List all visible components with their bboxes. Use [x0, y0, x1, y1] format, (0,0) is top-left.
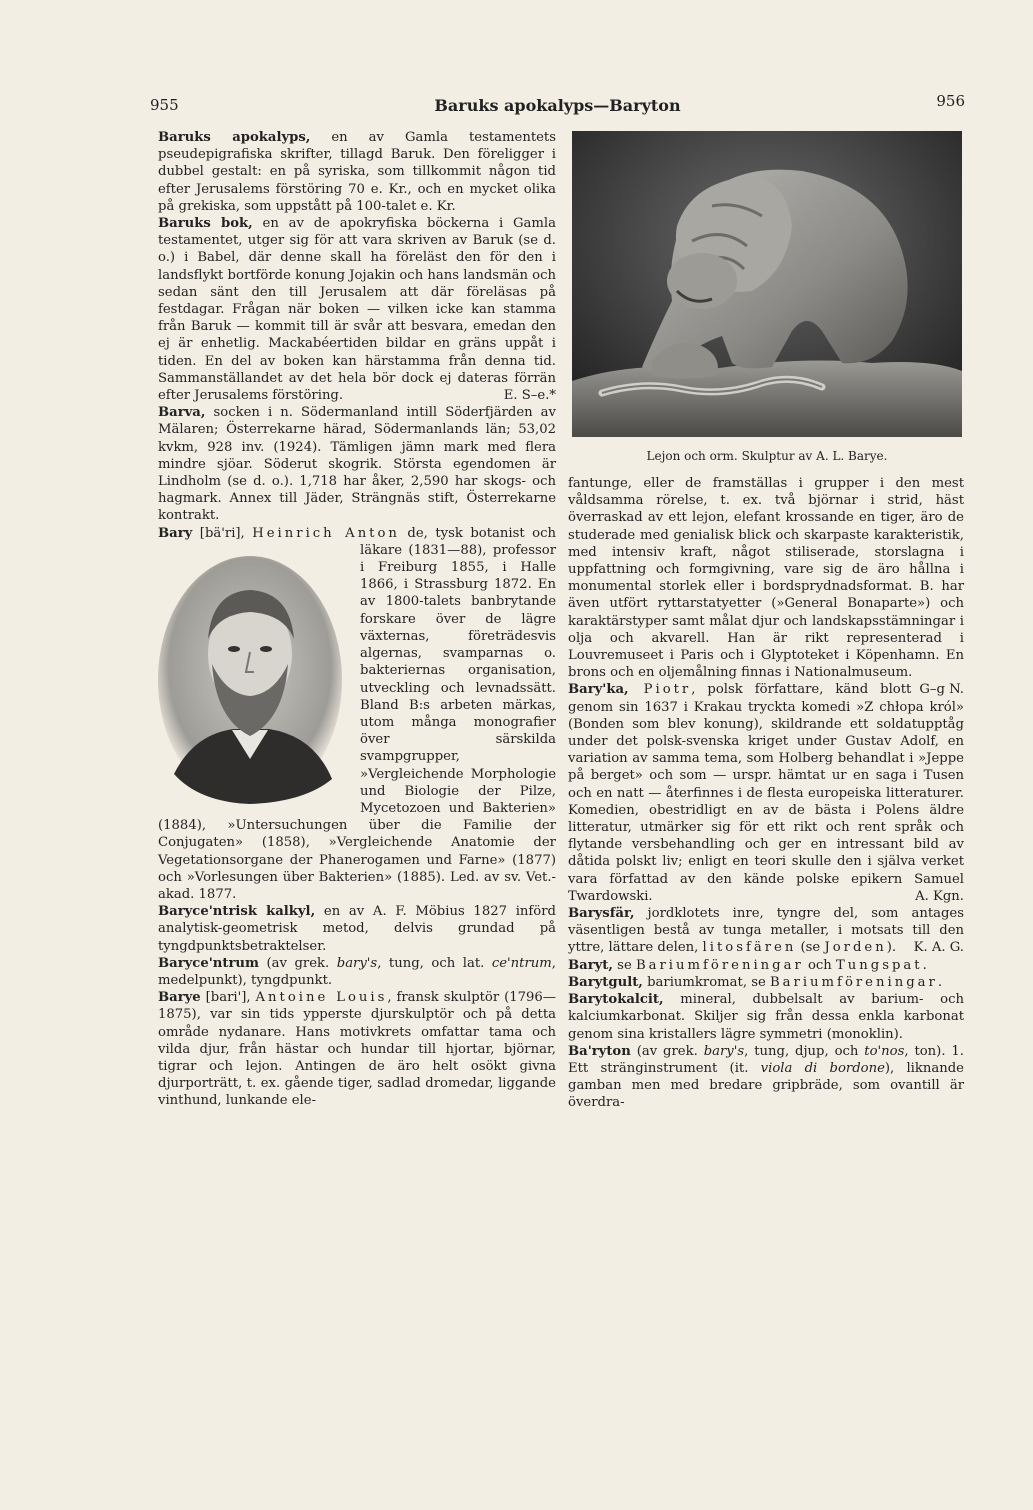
- entry-barysfar: [568, 905, 964, 957]
- headword: Baruks apokalyps,: [158, 130, 311, 145]
- entry-text: , ton). 1. Ett stränginstrument (it.: [568, 1043, 964, 1076]
- entry-text: bariumkromat, se: [642, 974, 770, 990]
- lion-sculpture-image: [572, 131, 962, 437]
- author-signature: K. A. G.: [913, 940, 964, 956]
- greek-term: bary's: [336, 955, 378, 971]
- headword: Baryce'ntrum: [158, 955, 259, 971]
- cross-reference: Tungspat: [835, 957, 923, 973]
- headword: Baruks bok,: [158, 216, 253, 232]
- lion-sculpture-photo: [572, 131, 962, 437]
- entry-text: ), liknande gamban men med bredare gripbräde, som ovantill är överdra-: [568, 1060, 964, 1111]
- entry-baryton: [568, 1043, 964, 1112]
- entry-baryka: [568, 681, 964, 905]
- headword: Barytgult,: [568, 974, 643, 990]
- right-page-number: 956: [936, 92, 965, 110]
- italian-term: viola di bordone: [760, 1060, 885, 1076]
- entry-text: ).: [886, 940, 897, 956]
- entry-text: , medelpunkt), tyngdpunkt.: [158, 955, 556, 988]
- person-name: Antoine Louis: [255, 990, 388, 1006]
- cross-reference: Jorden: [824, 940, 887, 956]
- entry-text: (se: [796, 940, 825, 956]
- entry-baruks-apokalyps: [158, 129, 556, 215]
- entry-barycentrisk-kalkyl: [158, 903, 556, 955]
- author-signature: E. S–e.*: [503, 388, 556, 404]
- entry-text: , fransk skulptör (1796—1875), var sin tids ypperste djurskulptör och på detta område nydanare. Hans motivkrets omfattar tama och vilda djur, från hästar och hundar till hjortar, björnar, tigrar och lejon. Antingen de äro helt osökt givna djurporträtt, t. ex. gående tiger, sadlad dromedar, liggande vinthund, lunkande ele-: [158, 990, 556, 1109]
- headword: Baryce'ntrisk kalkyl,: [158, 904, 316, 920]
- person-name: Piotr: [628, 682, 692, 698]
- cross-reference: Bariumföreningar: [635, 957, 804, 973]
- entry-text: (av grek.: [630, 1043, 704, 1059]
- entry-text: .: [922, 957, 927, 973]
- entry-text: , tung, och lat.: [377, 955, 492, 971]
- pronunciation: [bä'ri],: [192, 525, 253, 541]
- entry-text: och: [803, 957, 836, 973]
- headword: Barva,: [158, 405, 206, 421]
- headword: Ba'ryton: [568, 1043, 631, 1059]
- entry-barytgult: [568, 974, 964, 991]
- entry-text: se: [612, 957, 636, 973]
- entry-text: , tung, djup, och: [744, 1043, 865, 1059]
- entry-text: .: [937, 974, 943, 990]
- entry-barva: [158, 404, 556, 524]
- entry-text: en av de apokryfiska böckerna i Gamla testamentet, utger sig för att vara skriven av Baruk (se d. o.) i Babel, där denne skall ha föreläst den för den i landsflykt bortförde konung Jojakin och hans landsmän och sedan sänt den till Jerusalem att där föreläsas på festdagar. Frågan när boken — vilken icke kan stamma från Baruk — kommit till är svår att besvara, emedan den ej är enhetlig. Mackabéertiden bildar en gräns uppåt i tiden. En del av boken kan härstamma från denna tid. Sammanställandet av det hela bör dock ej dateras förrän efter Jerusalems förstöring.: [158, 216, 556, 404]
- right-column: [568, 475, 964, 1112]
- author-signature: G–g N.: [919, 682, 964, 698]
- entry-text: jordklotets inre, tyngre del, som antages väsentligen bestå av tunga metaller, i motsats till den yttre, lättare delen,: [568, 906, 964, 956]
- entry-text: mineral, dubbelsalt av barium- och kalciumkarbonat. Skiljer sig från dessa enkla karbonat genom sina kristallers lägre symmetri (monoklin).: [568, 992, 964, 1042]
- headword: Baryt,: [568, 957, 613, 973]
- entry-text: en av A. F. Möbius 1827 införd analytisk-geometrisk metod, delvis grundad på tyngdpunktsbetraktelser.: [158, 904, 556, 954]
- figure-caption: Lejon och orm. Skulptur av A. L. Barye.: [646, 449, 888, 463]
- person-name: Heinrich Anton: [252, 525, 400, 541]
- pronunciation: [bari'],: [200, 990, 256, 1006]
- headword: Bary'ka,: [568, 682, 629, 698]
- latin-term: ce'ntrum: [491, 955, 552, 971]
- greek-term: bary's: [703, 1043, 745, 1059]
- headword: Barytokalcit,: [568, 992, 664, 1008]
- cross-reference: litosfären: [702, 940, 797, 956]
- cross-reference: Bariumföreningar: [769, 974, 938, 990]
- page-header: [150, 92, 965, 120]
- entry-barycentrum: [158, 955, 556, 989]
- portrait-photo: [154, 544, 352, 806]
- bary-portrait-image: [154, 544, 352, 806]
- entry-bary: [158, 525, 556, 903]
- entry-text: de, tysk botanist och läkare (1831—88), professor i Freiburg 1855, i Halle 1866, i Strassburg 1872. En av 1800-talets banbrytande forskare över de lägre växternas, företrädesvis algernas, svamparnas o. bakteriernas organisation, utveckling och levnadssätt. Bland B:s arbeten märkas, utom många monografier över särskilda svampgrupper, »Vergleichende Morphologie und Biologie der Pilze, Mycetozoen und Bakterien» (1884), »Untersuchungen über die Familie der Conjugaten» (1858), »Vergleichende Anatomie der Vegetationsorgane der Phanerogamen und Farne» (1877) och »Vorlesungen über Bakterien» (1885). Led. av sv. Vet.-akad. 1877.: [158, 525, 556, 902]
- headword: Barye: [158, 990, 201, 1006]
- running-title: Baruks apokalyps—Baryton: [434, 96, 681, 115]
- entry-text: (av grek.: [258, 955, 337, 971]
- headword: Bary: [158, 525, 193, 541]
- greek-term: to'nos: [864, 1043, 905, 1059]
- headword: Barysfär,: [568, 906, 635, 922]
- entry-barye: [158, 989, 556, 1109]
- entry-baruks-bok: [158, 215, 556, 404]
- left-column: [158, 129, 556, 1110]
- entry-text: , polsk författare, känd blott genom sin 1637 i Krakau tryckta komedi »Z chłopa król» (Bonden som blev konung), skildrande ett soldatupptåg under det polsk-svenska kriget under Gustav Adolf, en variation av samma tema, som Holberg behandlat i »Jeppe på berget» och som — urspr. hämtat ur en saga i Tusen och en natt — återfinnes i de flesta europeiska litteraturer. Komedien, obestridligt en av de bästa i Polens äldre litteratur, utmärker sig för ett rikt och rent språk och flytande versbehandling och ger en intressant bild av dåtida polskt liv; enligt en teori skulle den i själva verket vara författad av den kände polske epikern Samuel Twardowski.: [568, 682, 964, 904]
- entry-baryt: [568, 957, 964, 974]
- left-page-number: 955: [150, 96, 179, 114]
- entry-text: en av Gamla testamentets pseudepigrafiska skrifter, tillagd Baruk. Den föreligger i dubbel gestalt: en på syriska, som tillkommit någon tid efter Jerusalems förstöring 70 e. Kr., och en mycket olika på grekiska, som uppstått på 100-talet e. Kr.: [158, 130, 556, 214]
- author-signature: A. Kgn.: [915, 888, 964, 904]
- entry-text: fantunge, eller de framställas i grupper i den mest våldsamma rörelse, t. ex. två björnar i strid, häst överraskad av ett lejon, elefant krossande en tiger, äro de studerade med genialisk blick och skarpaste karakteristik, med intensiv kraft, något stiliserade, storslagna i uppfattning och formgivning, vare sig de äro hållna i monumental storlek eller i bordsprydnadsformat. B. har även utfört ryttarstatyetter (»General Bonaparte») och karaktärstyper samt målat djur och landskapsstämningar i olja och akvarell. Han är rikt representerad i Louvremuseet i Paris och i Glyptoteket i Köpenhamn. En brons och en oljemålning finnas i Nationalmuseum.: [568, 476, 964, 681]
- entry-barytokalcit: [568, 991, 964, 1043]
- entry-text: socken i n. Södermanland intill Söderfjärden av Mälaren; Österrekarne härad, Södermanlands län; 53,02 kvkm, 928 inv. (1924). Tämligen jämn mark med flera mindre sjöar. Söderut skogrik. Största egendomen är Lindholm (se d. o.). 1,718 har åker, 2,590 har skogs- och hagmark. Annex till Jäder, Strängnäs stift, Österrekarne kontrakt.: [158, 405, 556, 524]
